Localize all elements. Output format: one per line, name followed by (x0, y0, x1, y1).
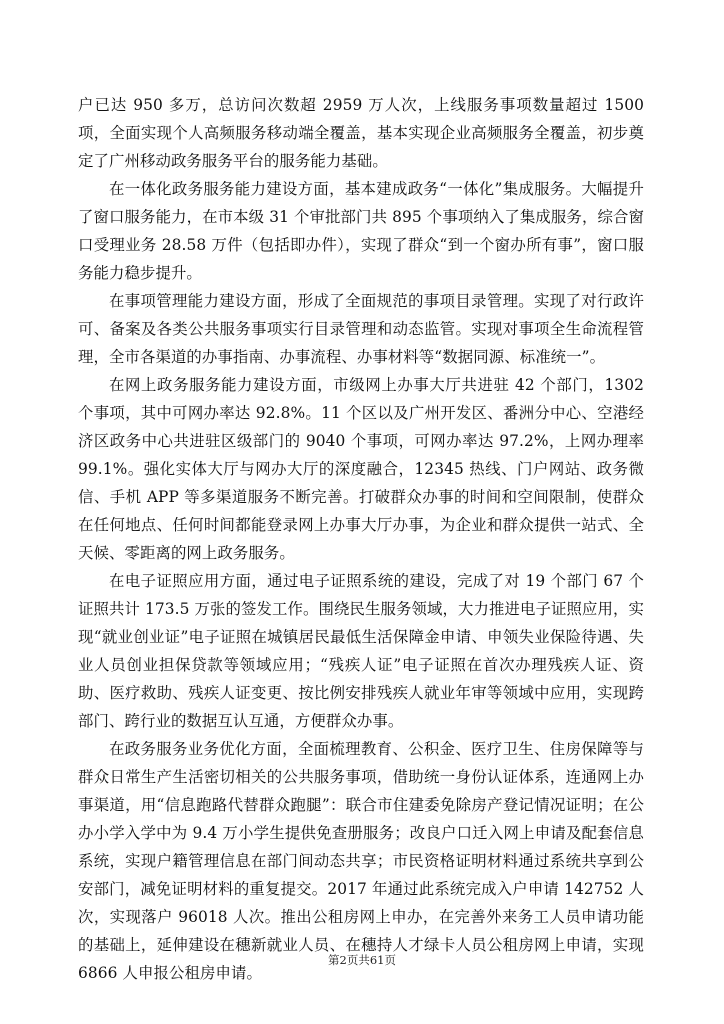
paragraph-integrated-services: 在一体化政务服务能力建设方面，基本建成政务“一体化”集成服务。大幅提升了窗口服务能力，在市本级 31 个审批部门共 895 个事项纳入了集成服务，综合窗口受理业务 28.58 万件（包括即办件），实现了群众“到一个窗办所有事”，窗口服务能力稳步提升。 (78, 180, 644, 282)
document-body (78, 91, 644, 987)
paragraph-online-services: 在网上政务服务能力建设方面，市级网上办事大厅共进驻 42 个部门，1302 个事项，其中可网办率达 92.8%。11 个区以及广州开发区、番洲分中心、空港经济区政务中心共进驻区级部门的 9040 个事项，可网办率达 97.2%，上网办理率 99.1%。强化实体大厅与网办大厅的深度融合，12345 热线、门户网站、政务微信、手机 APP 等多渠道服务不断完善。打破群众办事的时间和空间限制，使群众在任何地点、任何时间都能登录网上办事大厅办事，为企业和群众提供一站式、全天候、零距离的网上政务服务。 (78, 376, 644, 562)
paragraph-item-management: 在事项管理能力建设方面，形成了全面规范的事项目录管理。实现了对行政许可、备案及各类公共服务事项实行目录管理和动态监管。实现对事项全生命流程管理，全市各渠道的办事指南、办事流程、办事材料等“数据同源、标准统一”。 (78, 292, 644, 366)
paragraph-business-optimization: 在政务服务业务优化方面，全面梳理教育、公积金、医疗卫生、住房保障等与群众日常生产生活密切相关的公共服务事项，借助统一身份认证体系，连通网上办事渠道，用“信息跑路代替群众跑腿”：联合市住建委免除房产登记情况证明；在公办小学入学中为 9.4 万小学生提供免查册服务；改良户口迁入网上申请及配套信息系统，实现户籍管理信息在部门间动态共享；市民资格证明材料通过系统共享到公安部门，减免证明材料的重复提交。2017 年通过此系统完成入户申请 142752 人次，实现落户 96018 人次。推出公租房网上申办，在完善外来务工人员申请功能的基础上，延伸建设在穗新就业人员、在穗持人才绿卡人员公租房网上申请，实现 6866 人申报公租房申请。 (78, 740, 644, 982)
page-number-footer: 第2页共61页 (328, 953, 396, 967)
paragraph-electronic-certificates: 在电子证照应用方面，通过电子证照系统的建设，完成了对 19 个部门 67 个证照共计 173.5 万张的签发工作。围绕民生服务领域，大力推进电子证照应用，实现“就业创业证”电子证照在城镇居民最低生活保障金申请、申领失业保险待遇、失业人员创业担保贷款等领域应用；“残疾人证”电子证照在首次办理残疾人证、资助、医疗救助、残疾人证变更、按比例安排残疾人就业年审等领域中应用，实现跨部门、跨行业的数据互认互通，方便群众办事。 (78, 572, 644, 730)
paragraph-continued: 户已达 950 多万，总访问次数超 2959 万人次，上线服务事项数量超过 1500 项，全面实现个人高频服务移动端全覆盖，基本实现企业高频服务全覆盖，初步奠定了广州移动政务服务平台的服务能力基础。 (78, 96, 644, 170)
